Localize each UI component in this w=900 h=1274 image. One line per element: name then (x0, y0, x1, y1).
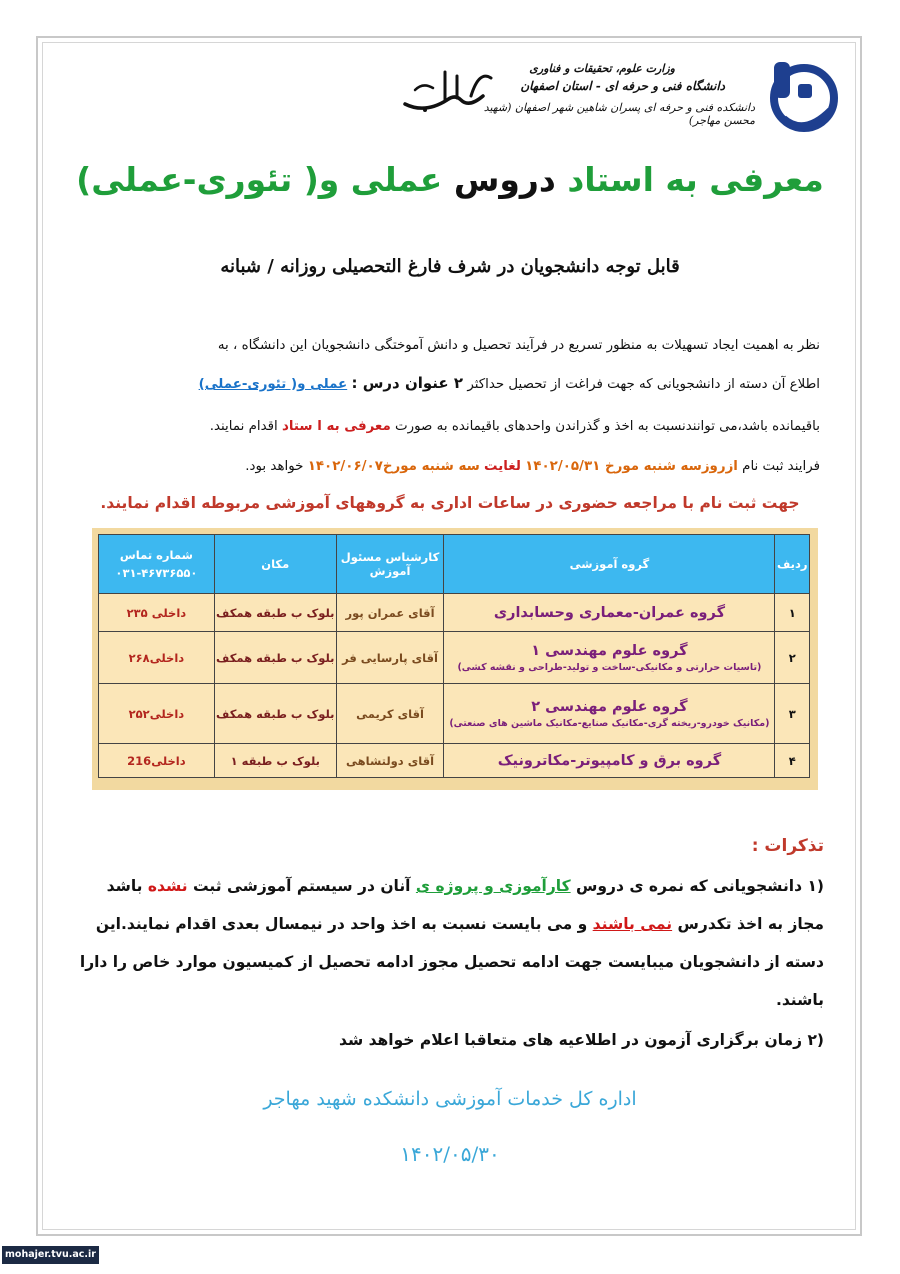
row-number: ۴ (775, 744, 810, 778)
table-row (99, 632, 810, 684)
note-2-text: زمان برگزاری آزمون در اطلاعیه های متعاقبا اعلام خواهد شد (338, 1031, 803, 1049)
note-1-line-3: دسته از دانشجویان میبایست جهت ادامه تحصیل مجوز ادامه تحصیل از کمیسیون موارد خاص را دارا (79, 953, 824, 971)
groups-table-wrapper (92, 528, 818, 790)
university-name: دانشگاه فنی و حرفه ای - استان اصفهان (520, 79, 725, 93)
place-cell: بلوک ب طبقه همکف (214, 684, 336, 744)
group-cell (444, 744, 775, 778)
row-number: ۱ (775, 594, 810, 632)
paragraph-line-3 (80, 411, 820, 442)
table-header-row (99, 535, 810, 594)
title-part-2: دروس (453, 160, 556, 199)
note-1-highlight-internship: کارآموزی و پروژه ی (415, 877, 571, 895)
header-phone (99, 535, 215, 594)
paragraph-line-3c: اقدام نمایند. (209, 419, 278, 434)
place-cell: بلوک ب طبقه همکف (214, 632, 336, 684)
paragraph-line-4 (80, 451, 820, 482)
place-cell: بلوک ب طبقه همکف (214, 594, 336, 632)
header-place: مکان (214, 535, 336, 594)
paragraph-line-2a: اطلاع آن دسته از دانشجویانی که جهت فراغت از تحصیل حداکثر (467, 377, 820, 392)
place-cell: بلوک ب طبقه ۱ (214, 744, 336, 778)
announcement-date: ۱۴۰۲/۰۵/۳۰ (400, 1142, 500, 1166)
header-group: گروه آموزشی (444, 535, 775, 594)
paragraph-line-2c: عملی و( تئوری-عملی) (198, 377, 348, 392)
group-title: گروه برق و کامپیوتر-مکاترونیک (497, 752, 722, 769)
note-1-line-4: باشند. (775, 991, 824, 1009)
subtitle: قابل توجه دانشجویان در شرف فارغ التحصیلی روزانه / شبانه (220, 256, 680, 277)
university-logo-icon (764, 58, 838, 138)
expert-cell: آقای پارسایی فر (336, 632, 444, 684)
group-title: گروه علوم مهندسی ۲ (531, 698, 688, 715)
expert-cell: آقای کریمی (336, 684, 444, 744)
row-number: ۲ (775, 632, 810, 684)
college-name: دانشکده فنی و حرفه ای پسران شاهین شهر اصفهان (شهید محسن مهاجر) (483, 101, 755, 127)
office-signature: اداره کل خدمات آموزشی دانشکده شهید مهاجر (263, 1088, 637, 1110)
start-date: ازروزسه شنبه مورخ ۱۴۰۲/۰۵/۳۱ (525, 459, 738, 474)
header-phone-title: شماره تماس (119, 548, 193, 562)
expert-cell: آقای دولتشاهی (336, 744, 444, 778)
registration-note: جهت ثبت نام با مراجعه حضوری در ساعات اداری به گروههای آموزشی مربوطه اقدام نمایند. (100, 494, 800, 512)
groups-table (98, 534, 810, 778)
note-1-highlight-not-allowed: نمی باشند (592, 915, 673, 933)
phone-cell: داخلی ۲۳۵ (99, 594, 215, 632)
phone-cell: داخلی۲۵۲ (99, 684, 215, 744)
header-phone-number: ۰۳۱-۴۶۷۳۶۵۵۰ (115, 566, 198, 580)
paragraph-line-3b: معرفی به ا ستاد (282, 419, 391, 434)
note-1-text-d: مجاز به اخذ تکدرس (677, 915, 824, 933)
row-number: ۳ (775, 684, 810, 744)
note-1-line-2 (70, 906, 824, 942)
title-part-1: معرفی به استاد (567, 160, 824, 199)
calligraphy-bismillah-icon (395, 60, 505, 120)
ministry-name: وزارت علوم، تحقیقات و فناوری (529, 62, 675, 75)
phone-cell: داخلی216 (99, 744, 215, 778)
group-cell (444, 684, 775, 744)
group-title: گروه علوم مهندسی ۱ (531, 642, 688, 659)
paragraph-line-4c: لغایت (484, 459, 521, 474)
table-row (99, 684, 810, 744)
title-part-3: عملی و( تئوری-عملی) (76, 160, 443, 199)
notes-heading: تذکرات : (751, 836, 824, 856)
note-1-text-e: و می بایست نسبت به اخذ واحد در نیمسال بعدی اقدام نمایند.این (95, 915, 588, 933)
table-row (99, 594, 810, 632)
paragraph-line-4a: فرایند ثبت نام (742, 459, 820, 474)
paragraph-line-4e: خواهد بود. (245, 459, 304, 474)
note-1-line-1 (70, 868, 824, 904)
note-1-number: (۱ (807, 877, 824, 895)
paragraph-line-2b: ۲ عنوان درس : (351, 374, 464, 392)
header-row-number: ردیف (775, 535, 810, 594)
expert-cell: آقای عمران پور (336, 594, 444, 632)
table-row (99, 744, 810, 778)
phone-cell: داخلی۲۶۸ (99, 632, 215, 684)
note-2-number: (۲ (807, 1031, 824, 1049)
paragraph-line-2 (80, 368, 820, 400)
note-1-text-b: آنان در سیستم آموزشی ثبت (193, 877, 411, 895)
paragraph-line-3a: باقیمانده باشد،می توانندنسبت به اخذ و گذراندن واحدهای باقیمانده به صورت (395, 419, 820, 434)
page-title (60, 160, 840, 199)
group-cell (444, 594, 775, 632)
group-title: گروه عمران-معماری وحسابداری (493, 604, 725, 621)
end-date: سه شنبه مورخ۱۴۰۲/۰۶/۰۷ (307, 459, 480, 474)
note-1-text-c: باشد (106, 877, 143, 895)
group-cell (444, 632, 775, 684)
paragraph-line-1: نظر به اهمیت ایجاد تسهیلات به منظور تسریع در فرآیند تحصیل و دانش آموختگی دانشجویان این دانشگاه ، به (217, 338, 820, 353)
group-subtitle: (تاسیات حرارتی و مکانیکی-ساخت و تولید-طراحی و نقشه کشی) (457, 661, 762, 673)
header-expert: کارشناس مسئول آموزش (336, 535, 444, 594)
group-subtitle: (مکانیک خودرو-ریخته گری-مکانیک صنایع-مکانیک ماشین های صنعتی) (449, 717, 770, 729)
website-link[interactable]: mohajer.tvu.ac.ir (2, 1246, 99, 1264)
note-1-highlight-not: نشده (147, 877, 188, 895)
note-1-text-a: دانشجویانی که نمره ی دروس (576, 877, 803, 895)
note-2 (70, 1022, 824, 1058)
